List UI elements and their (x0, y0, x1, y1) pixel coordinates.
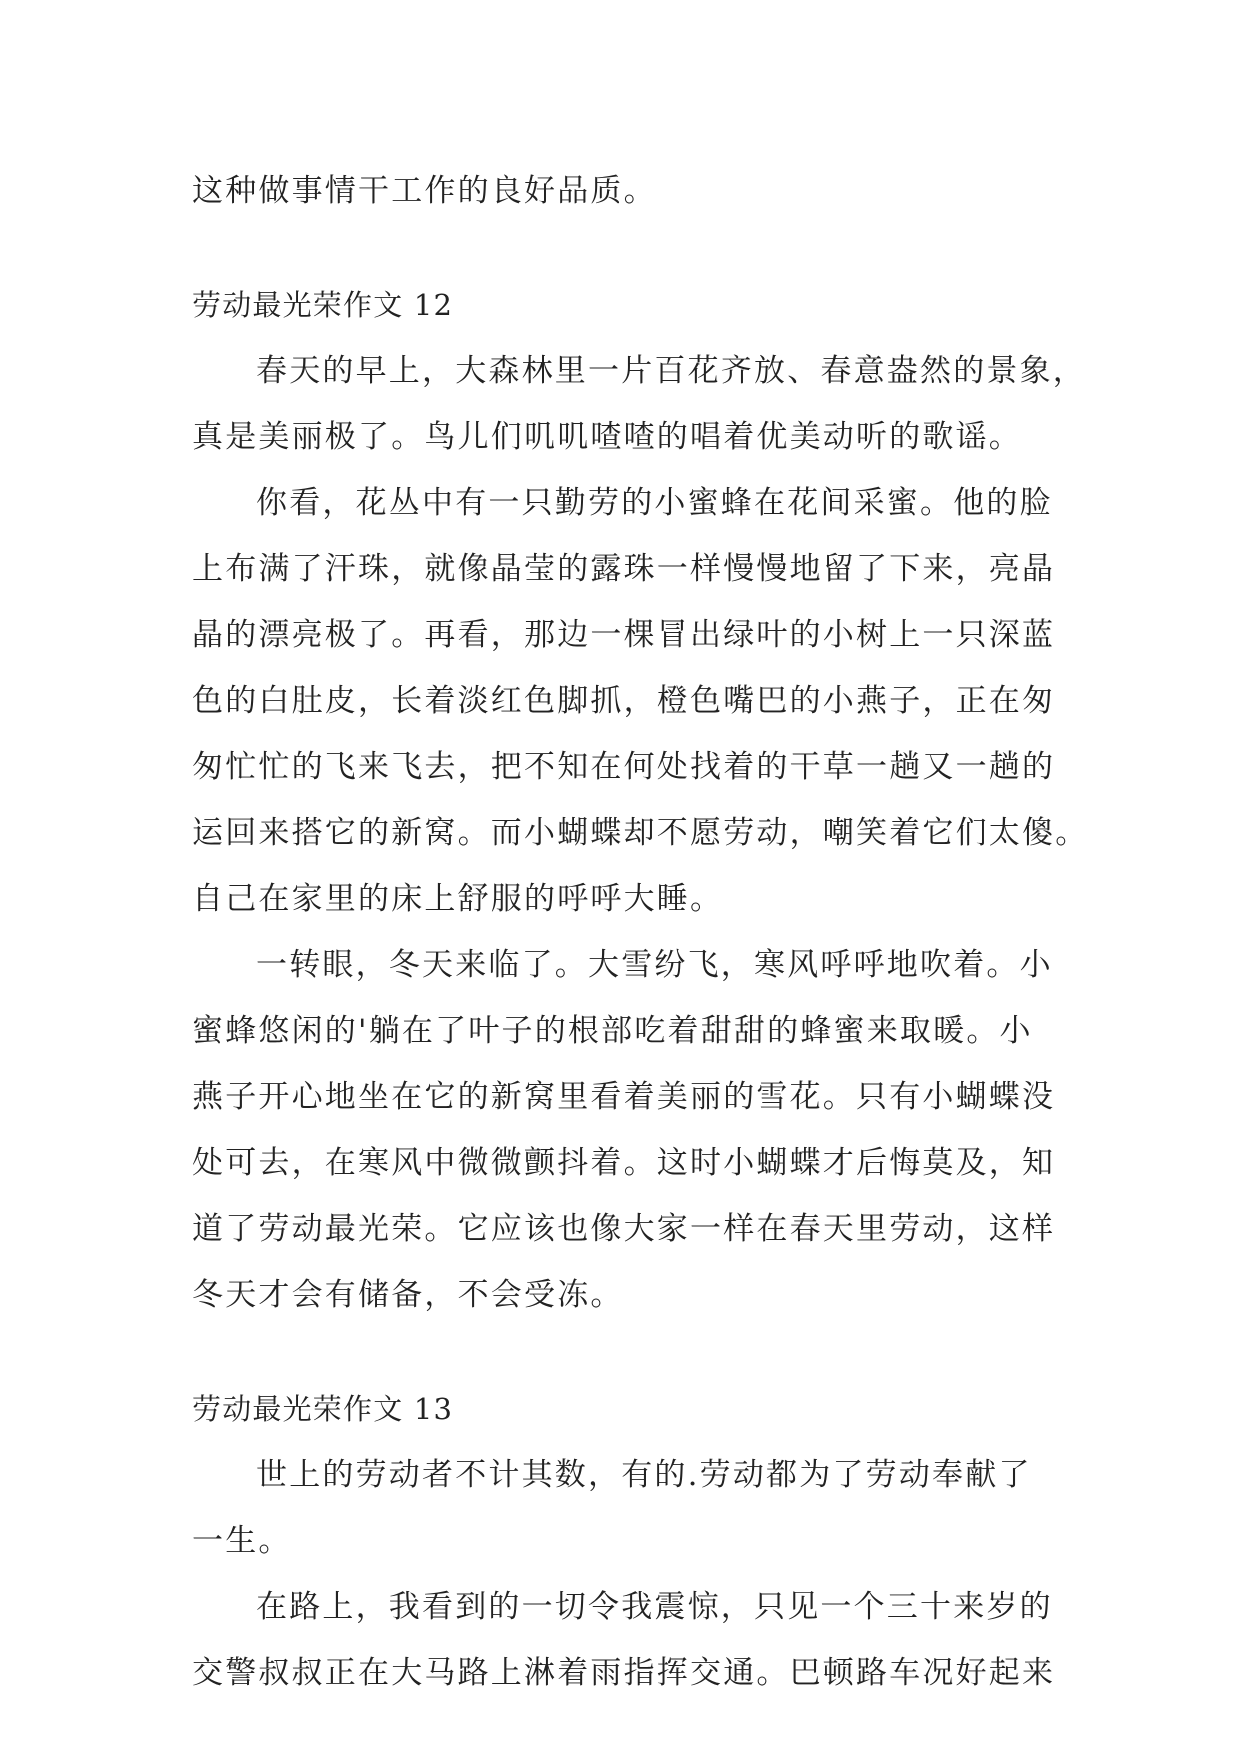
paragraph-line: 运回来搭它的新窝。而小蝴蝶却不愿劳动，嘲笑着它们太傻。 (192, 815, 1089, 851)
paragraph-line: 道了劳动最光荣。它应该也像大家一样在春天里劳动，这样 (192, 1211, 1056, 1247)
document-body (192, 158, 1089, 1706)
paragraph-line: 交警叔叔正在大马路上淋着雨指挥交通。巴顿路车况好起来 (192, 1655, 1056, 1691)
section-heading: 劳动最光荣作文 12 (192, 288, 454, 322)
paragraph-line: 自己在家里的床上舒服的呼呼大睡。 (192, 881, 724, 917)
paragraph-line: 上布满了汗珠，就像晶莹的露珠一样慢慢地留了下来，亮晶 (192, 551, 1056, 587)
section-spacer (192, 1328, 1054, 1376)
paragraph-line: 燕子开心地坐在它的新窝里看着美丽的雪花。只有小蝴蝶没 (192, 1079, 1056, 1115)
paragraph-line: 世上的劳动者不计其数，有的.劳动都为了劳动奉献了 (256, 1457, 1032, 1493)
paragraph-line: 匆忙忙的飞来飞去，把不知在何处找着的干草一趟又一趟的 (192, 749, 1056, 785)
section-spacer (192, 224, 1054, 272)
paragraph-line: 你看，花丛中有一只勤劳的小蜜蜂在花间采蜜。他的脸 (256, 485, 1053, 521)
paragraph-line: 在路上，我看到的一切令我震惊，只见一个三十来岁的 (256, 1589, 1053, 1625)
paragraph-line: 冬天才会有储备，不会受冻。 (192, 1277, 624, 1313)
paragraph-line: 处可去，在寒风中微微颤抖着。这时小蝴蝶才后悔莫及，知 (192, 1145, 1056, 1181)
paragraph-line: 色的白肚皮，长着淡红色脚抓，橙色嘴巴的小燕子，正在匆 (192, 683, 1056, 719)
paragraph-line: 晶的漂亮极了。再看，那边一棵冒出绿叶的小树上一只深蓝 (192, 617, 1056, 653)
section-heading: 劳动最光荣作文 13 (192, 1392, 454, 1426)
paragraph-line: 真是美丽极了。鸟儿们叽叽喳喳的唱着优美动听的歌谣。 (192, 419, 1022, 455)
paragraph-line: 这种做事情干工作的良好品质。 (192, 173, 657, 209)
paragraph-line: 一生。 (192, 1523, 292, 1559)
paragraph-line: 蜜蜂悠闲的'躺在了叶子的根部吃着甜甜的蜂蜜来取暖。小 (192, 1013, 1033, 1049)
paragraph-line: 一转眼，冬天来临了。大雪纷飞，寒风呼呼地吹着。小 (256, 947, 1053, 983)
paragraph-line: 春天的早上，大森林里一片百花齐放、春意盎然的景象， (256, 353, 1086, 389)
